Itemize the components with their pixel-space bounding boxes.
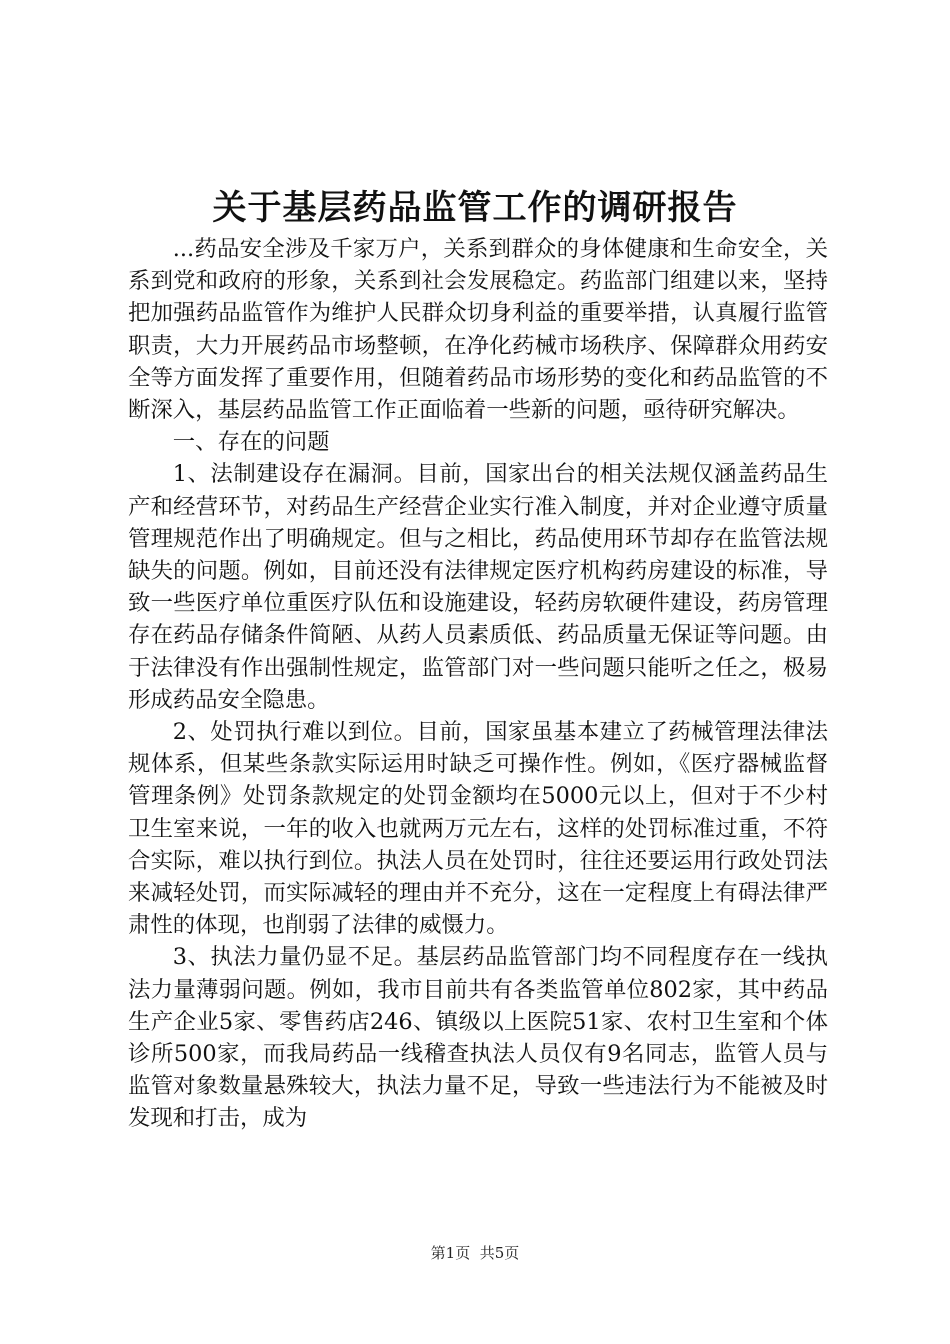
- page-number: 第1页: [430, 1244, 471, 1262]
- page-total: 共5页: [479, 1244, 520, 1262]
- section-heading: 一、存在的问题: [172, 429, 330, 456]
- document-body: [128, 233, 828, 1135]
- paragraph-item-3: 3、执法力量仍显不足。基层药品监管部门均不同程度存在一线执法力量薄弱问题。例如，我市目前共有各类监管单位802家，其中药品生产企业5家、零售药店246、镇级以上医院51家、农村卫生室和个体诊所500家，而我局药品一线稽查执法人员仅有9名同志，监管人员与监管对象数量悬殊较大，执法力量不足，导致一些违法行为不能被及时发现和打击，成为: [128, 944, 828, 1132]
- page-footer: [0, 1242, 950, 1264]
- paragraph-item-2: 2、处罚执行难以到位。目前，国家虽基本建立了药械管理法律法规体系，但某些条款实际运用时缺乏可操作性。例如，《医疗器械监督管理条例》处罚条款规定的处罚金额均在5000元以上，但对于不少村卫生室来说，一年的收入也就两万元左右，这样的处罚标准过重，不符合实际，难以执行到位。执法人员在处罚时，往往还要运用行政处罚法来减轻处罚，而实际减轻的理由并不充分，这在一定程度上有碍法律严肃性的体现，也削弱了法律的威慑力。: [128, 719, 828, 939]
- intro-paragraph: ...药品安全涉及千家万户，关系到群众的身体健康和生命安全，关系到党和政府的形象，关系到社会发展稳定。药监部门组建以来，坚持把加强药品监管作为维护人民群众切身利益的重要举措，认真履行监管职责，大力开展药品市场整顿，在净化药械市场秩序、保障群众用药安全等方面发挥了重要作用，但随着药品市场形势的变化和药品监管的不断深入，基层药品监管工作正面临着一些新的问题，亟待研究解决。: [128, 236, 828, 424]
- page-title: 关于基层药品监管工作的调研报告: [212, 188, 738, 228]
- paragraph-item-1: 1、法制建设存在漏洞。目前，国家出台的相关法规仅涵盖药品生产和经营环节，对药品生产经营企业实行准入制度，并对企业遵守质量管理规范作出了明确规定。但与之相比，药品使用环节却存在监管法规缺失的问题。例如，目前还没有法律规定医疗机构药房建设的标准，导致一些医疗单位重医疗队伍和设施建设，轻药房软硬件建设，药房管理存在药品存储条件简陋、从药人员素质低、药品质量无保证等问题。由于法律没有作出强制性规定，监管部门对一些问题只能听之任之，极易形成药品安全隐患。: [128, 461, 828, 713]
